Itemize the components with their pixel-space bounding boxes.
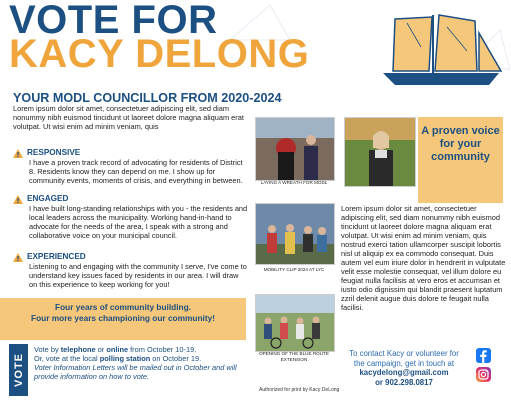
proven-voice-text: A proven voice for your community (421, 125, 500, 163)
section-body: I have a proven track record of advocating for residents of District 8. Residents know they can depend on me. I show up for community events, moments of crisis, and everything in between. (29, 158, 243, 185)
tagline-line-2: Four more years championing our community! (31, 313, 215, 323)
photo-blue-route (255, 294, 335, 352)
section-title: ENGAGED (27, 194, 69, 203)
section-body: Listening to and engaging with the community I serve, I've come to understand key issues faced by residents in our area. I will draw on this experience to keep working for you! (29, 262, 247, 289)
section-engaged (13, 194, 248, 240)
vote-instructions: Vote by telephone or online from October 10-19. Or, vote at the local polling station on October 19. Voter Information Letters will be mailed out in October and will provide information on how to vote. (34, 345, 249, 381)
page-subtitle: YOUR MODL COUNCILLOR FROM 2020-2024 (13, 91, 282, 105)
section-experienced (13, 252, 248, 289)
sailboat-logo (377, 13, 505, 88)
vote-label-box (9, 344, 28, 396)
warning-icon (13, 253, 23, 262)
warning-icon (13, 195, 23, 204)
contact-email: kacydelong@gmail.com (359, 368, 449, 377)
photo-caption: MOBILITY CLIP 2024 AT LYC (263, 267, 325, 272)
tagline (0, 302, 246, 324)
section-responsive (13, 148, 248, 185)
headline-vote-for: VOTE FOR (9, 0, 218, 42)
photo-mobility-clinic (255, 203, 335, 265)
authorization-note: Authorized for print by Kacy DeLong (259, 387, 340, 393)
intro-paragraph: Lorem ipsum dolor sit amet, consectetuer adipiscing elit, sed diam nonummy nibh euismod tincidunt ut laoreet dolore magna aliquam erat volutpat. Ut wisi enim ad minim veniam, quis (13, 104, 244, 131)
vote-label: VOTE (12, 353, 25, 387)
section-title: RESPONSIVE (27, 148, 81, 157)
photo-caption: OPENING OF THE BLUE ROUTE EXTENSION (259, 351, 329, 362)
headline-candidate-name: KACY DELONG (9, 32, 310, 76)
candidate-photo (344, 117, 416, 187)
section-title: EXPERIENCED (27, 252, 86, 261)
vote-letter-note: Voter Information Letters will be mailed out in October and will provide information on how to vote. (34, 363, 237, 381)
contact-line-2: the campaign, get in touch at (353, 358, 455, 368)
photo-caption: LAYING A WREATH FOR MODL (260, 180, 328, 185)
facebook-icon (476, 348, 491, 363)
contact-info (344, 349, 464, 387)
section-body: I have built long-standing relationships with you - the residents and local leaders across the municipality. Working hand-in-hand to advocate for the needs of the area, I speak with a strong and collaborative voice on your municipal council. (29, 204, 248, 240)
contact-phone: or 902.298.0817 (375, 377, 433, 387)
contact-line-1: To contact Kacy or volunteer for (349, 349, 459, 358)
tagline-line-1: Four years of community building. (55, 302, 191, 312)
right-column-paragraph: Lorem ipsum dolor sit amet, consectetuer adipiscing elit, sed diam nonummy nibh euismod tincidunt ut laoreet dolore magna aliquam erat volutpat. Ut wisi enim ad minim veniam, quis nostrud exerci tation ullamcorper suscipit lobortis nisl ut aliquip ex ea commodo consequat. Duis autem vel eum iriure dolor in hendrerit in vulputate velit esse molestie consequat, vel illum dolore eu feugiat nulla facilisis at vero eros et accumsan et iusto odio dignissim qui blandit praesent luptatum zzril delenit augue duis dolore te feugait nulla facilisi. (341, 204, 506, 312)
photo-wreath (255, 117, 335, 181)
instagram-icon (476, 367, 491, 382)
warning-icon (13, 149, 23, 158)
